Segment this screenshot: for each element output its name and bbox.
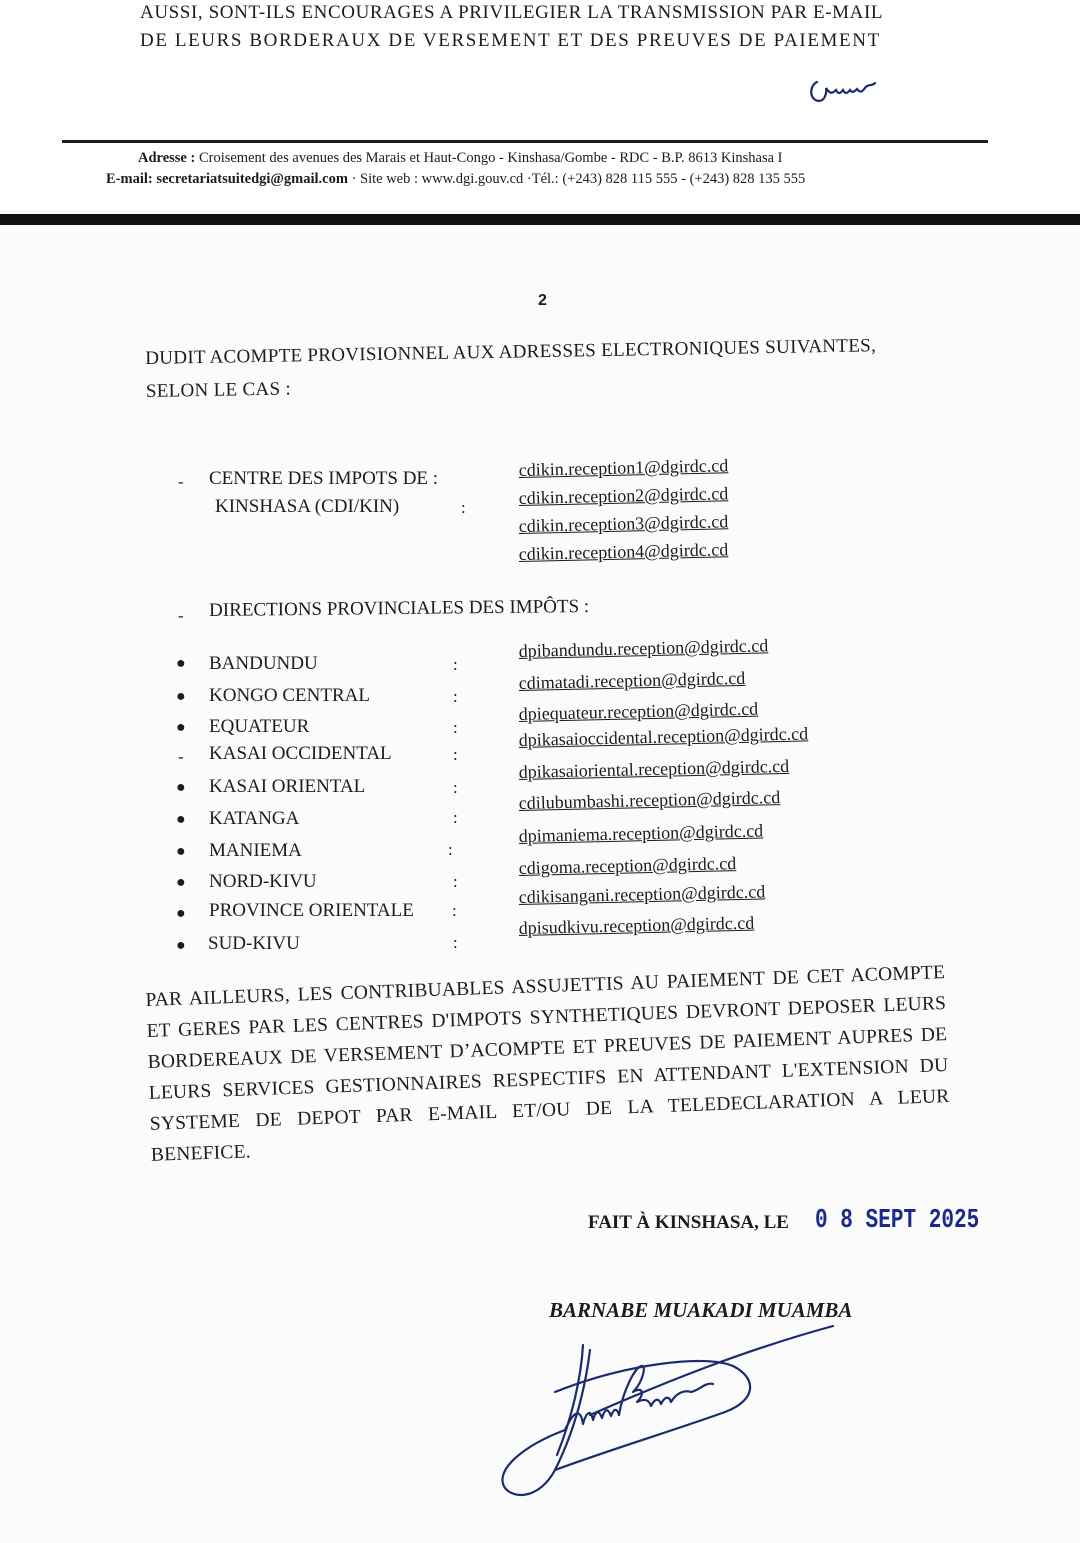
bullet-marker: ● xyxy=(176,719,186,736)
cdi-label-line-1: CENTRE DES IMPOTS DE : xyxy=(209,468,439,489)
cdi-email-3[interactable]: cdikin.reception3@dgirdc.cd xyxy=(518,511,729,537)
province-name: KASAI ORIENTAL xyxy=(209,776,366,797)
province-name: PROVINCE ORIENTALE xyxy=(209,900,414,921)
bullet-marker: ● xyxy=(176,779,186,796)
intro-line-2: SELON LE CAS : xyxy=(145,378,292,402)
province-colon: : xyxy=(453,872,458,891)
dash-marker: - xyxy=(178,472,184,491)
address-text: Croisement des avenues des Marais et Haut-Congo - Kinshasa/Gombe - RDC - B.P. 8613 Kinshasa I xyxy=(198,150,783,166)
province-colon: : xyxy=(453,933,458,952)
intro-line-1: DUDIT ACOMPTE PROVISIONNEL AUX ADRESSES ELECTRONIQUES SUIVANTES, xyxy=(145,335,877,369)
cdi-email-2[interactable]: cdikin.reception2@dgirdc.cd xyxy=(518,483,729,509)
handwritten-paraph-icon xyxy=(805,70,885,110)
footer-email: secretariatsuitedgi@gmail.com xyxy=(156,171,348,187)
province-colon: : xyxy=(453,778,458,797)
bullet-marker: ● xyxy=(176,937,186,954)
province-colon: : xyxy=(453,808,458,827)
province-email[interactable]: cdilubumbashi.reception@dgirdc.cd xyxy=(518,787,781,814)
province-name: KASAI OCCIDENTAL xyxy=(209,743,392,764)
closing-paragraph: PAR AILLEURS, LES CONTRIBUABLES ASSUJETTIS AU PAIEMENT DE CET ACOMPTE ET GERES PAR LES CENTRES D'IMPOTS SYNTHETIQUES DEVRONT DEPOSER LEURS BORDEREAUX DE VERSEMENT D’ACOMPTE ET PREUVES DE PAIEMENT AUPRES DE LEURS SERVICES GESTIONNAIRES RESPECTIFS EN ATTENDANT L'EXTENSION DU SYSTEME DE DEPOT PAR E-MAIL ET/OU DE LA TELEDECLARATION A LEUR BENEFICE. xyxy=(145,962,950,1166)
province-name: EQUATEUR xyxy=(209,716,310,737)
date-stamp: 0 8 SEPT 2025 xyxy=(815,1206,980,1236)
page-number: 2 xyxy=(538,292,547,309)
footer-contacts xyxy=(106,171,805,188)
footer-contact-text: · Site web : www.dgi.gouv.cd ·Tél.: (+243) 828 115 555 - (+243) 828 135 555 xyxy=(351,171,806,187)
province-email[interactable]: dpikasaioccidental.reception@dgirdc.cd xyxy=(518,723,809,751)
province-email[interactable]: cdigoma.reception@dgirdc.cd xyxy=(518,853,737,879)
address-label: Adresse : xyxy=(138,150,196,166)
province-name: MANIEMA xyxy=(209,840,302,861)
province-email[interactable]: cdimatadi.reception@dgirdc.cd xyxy=(518,667,746,694)
province-email[interactable]: dpiequateur.reception@dgirdc.cd xyxy=(518,698,759,725)
province-name: NORD-KIVU xyxy=(209,871,317,892)
bullet-marker: ● xyxy=(176,905,186,922)
province-name: KATANGA xyxy=(209,808,300,829)
signatory-name: BARNABE MUAKADI MUAMBA xyxy=(549,1298,853,1322)
province-email[interactable]: cdikisangani.reception@dgirdc.cd xyxy=(518,881,766,908)
cdi-label-line-2: KINSHASA (CDI/KIN) xyxy=(215,496,400,517)
province-colon: : xyxy=(453,718,458,737)
dash-marker: - xyxy=(178,747,184,766)
footer-rule xyxy=(62,140,988,143)
province-email[interactable]: dpibandundu.reception@dgirdc.cd xyxy=(518,635,769,662)
province-name: BANDUNDU xyxy=(209,653,318,674)
province-colon: : xyxy=(453,687,458,706)
bullet-marker: ● xyxy=(176,874,186,891)
page-separator xyxy=(0,214,1080,225)
intro-text xyxy=(145,329,877,408)
handwritten-signature-icon xyxy=(495,1320,840,1510)
previous-page-fragment xyxy=(0,0,1080,215)
place-date-label: FAIT À KINSHASA, LE xyxy=(588,1212,789,1233)
previous-page-line-2: DE LEURS BORDERAUX DE VERSEMENT ET DES PREUVES DE PAIEMENT xyxy=(140,30,881,51)
province-colon: : xyxy=(452,901,457,920)
previous-page-line-1: AUSSI, SONT-ILS ENCOURAGES A PRIVILEGIER LA TRANSMISSION PAR E-MAIL xyxy=(140,2,884,23)
cdi-email-4[interactable]: cdikin.reception4@dgirdc.cd xyxy=(518,539,729,565)
bullet-marker: ● xyxy=(176,688,186,705)
province-colon: : xyxy=(453,745,458,764)
bullet-marker: ● xyxy=(176,843,186,860)
cdi-email-1[interactable]: cdikin.reception1@dgirdc.cd xyxy=(518,455,729,481)
province-name: KONGO CENTRAL xyxy=(209,685,370,706)
footer-address xyxy=(138,150,783,167)
provinces-header-label: DIRECTIONS PROVINCIALES DES IMPÔTS : xyxy=(209,596,590,621)
email-label: E-mail: xyxy=(106,171,153,187)
cdi-colon: : xyxy=(461,498,466,517)
province-colon: : xyxy=(448,840,453,859)
province-name: SUD-KIVU xyxy=(208,933,300,954)
dash-marker: - xyxy=(178,606,184,625)
province-email[interactable]: dpikasaioriental.reception@dgirdc.cd xyxy=(518,755,790,783)
province-email[interactable]: dpisudkivu.reception@dgirdc.cd xyxy=(518,912,755,939)
province-colon: : xyxy=(453,655,458,674)
bullet-marker: ● xyxy=(176,655,186,672)
bullet-marker: ● xyxy=(176,811,186,828)
province-email[interactable]: dpimaniema.reception@dgirdc.cd xyxy=(518,820,764,847)
